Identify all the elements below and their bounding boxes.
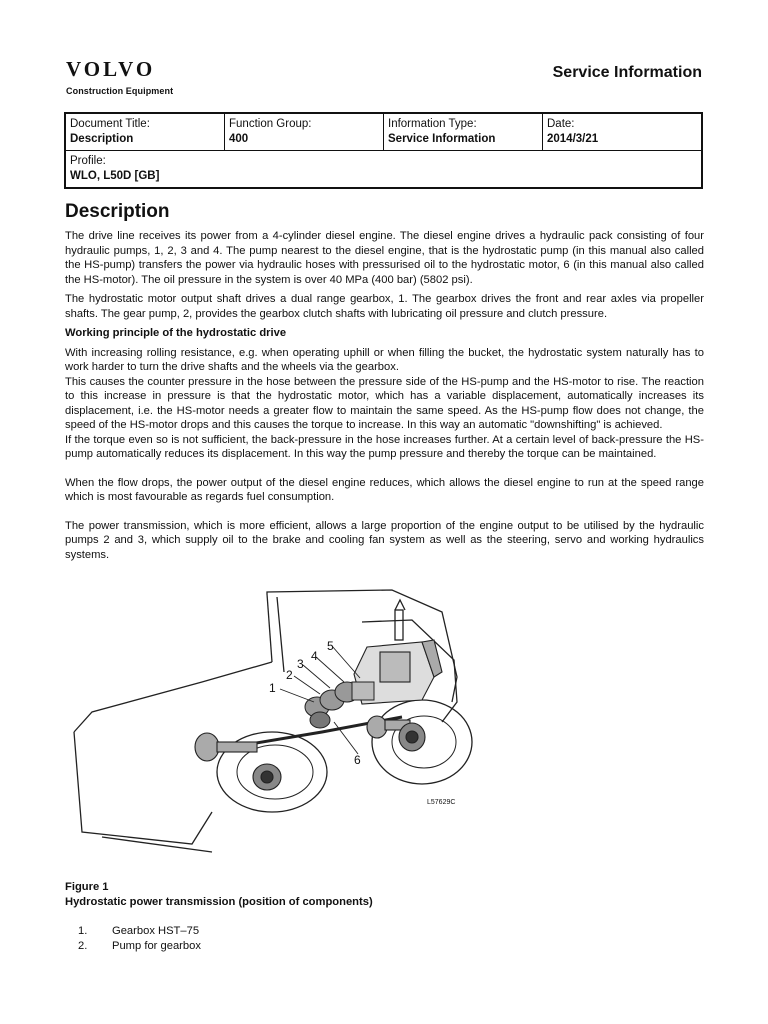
drive-line-illustration [62,582,522,858]
callout-1: 1 [269,681,276,695]
callout-5: 5 [327,639,334,653]
brand-name: VOLVO [66,57,156,81]
paragraph-power-transmission: The power transmission, which is more efficient, allows a large proportion of the engine output to be utilised by the hydraulic pumps 2 and 3, which supply oil to the brake and cooling fan system as well as the steering, servo and working hydraulics systems. [65,519,704,561]
meta-profile: Profile: WLO, L50D [GB] [65,151,702,189]
volvo-logo [66,58,173,96]
figure-number: Figure 1 [65,881,109,893]
meta-information-type: Information Type: Service Information [384,113,543,151]
list-item: 1. Gearbox HST–75 [78,925,200,937]
page-title: Description [65,201,170,222]
paragraph-hydrostatic-motor: The hydrostatic motor output shaft drives a dual range gearbox, 1. The gearbox drives the front and rear axles via propeller shafts. The gear pump, 2, provides the gearbox clutch shafts with lubricating oil pressure and clutch pressure. [65,293,704,320]
callout-2: 2 [286,668,293,682]
callout-4: 4 [311,649,318,663]
paragraph-torque: If the torque even so is not sufficient, the back-pressure in the hose increases further. At a certain level of back-pressure the HS-pump automatically reduces its displacement. In this way the pump pressure and thereby the torque can be maintained. [65,433,704,460]
meta-function-group: Function Group: 400 [225,113,384,151]
callout-3: 3 [297,657,304,671]
meta-date: Date: 2014/3/21 [543,113,703,151]
callout-6: 6 [354,753,361,767]
figure-caption [65,880,373,909]
paragraph-drive-line: The drive line receives its power from a 4-cylinder diesel engine. The diesel engine drives a hydraulic pack consisting of four hydraulic pumps, 1, 2, 3 and 4. The pump nearest to the diesel engine, that is the hydrostatic pump (in this manual also called the HS-pump) transfers the power via hydraulic hoses with pressurised oil to the hydrostatic motor, 6 (in this manual also called the HS-motor). The oil pressure in the system is over 40 MPa (400 bar) (5802 psi). [65,230,704,286]
brand-subtitle: Construction Equipment [66,86,174,96]
meta-document-title: Document Title: Description [65,113,225,151]
paragraph-flow-drops: When the flow drops, the power output of the diesel engine reduces, which allows the diesel engine to run at the speed range which is most favourable as regards fuel consumption. [65,476,704,503]
figure-code: L57629C [427,799,456,806]
figure-title: Hydrostatic power transmission (position of components) [65,895,373,908]
document-meta-table [64,112,703,189]
list-item: 2. Pump for gearbox [78,940,201,952]
section-subheading: Working principle of the hydrostatic drive [65,327,287,339]
paragraph-counter-pressure: This causes the counter pressure in the hose between the pressure side of the HS-pump and the HS-motor to rise. The reaction to this increase in pressure is that the hydrostatic motor, which has a variable displacement, automatically increases its displacement, i.e. the HS-motor needs a greater flow to maintain the same speed. As the HS-pump flow does not change, the speed of the HS-motor drops and this causes the torque to increase. In this way an automatic "downshifting" is achieved. [65,375,704,431]
component-list [78,924,201,954]
paragraph-rolling-resistance: With increasing rolling resistance, e.g. when operating uphill or when filling the bucket, the hydrostatic system naturally has to work harder to turn the drive shafts and the wheels via the gearbox. [65,346,704,373]
document-type-heading: Service Information [552,64,702,81]
document-body [65,200,704,562]
